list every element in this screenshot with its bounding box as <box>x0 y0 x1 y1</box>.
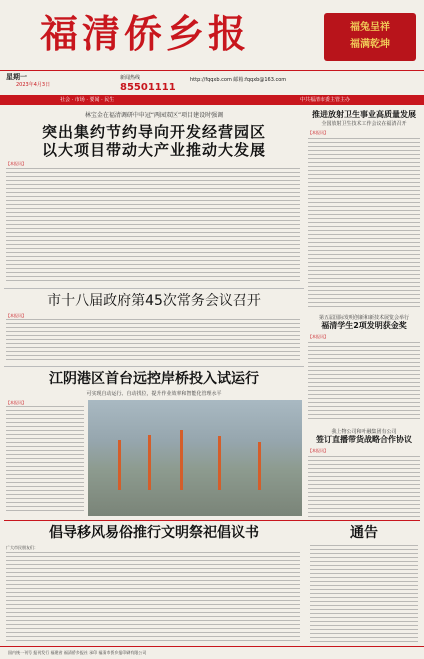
right1-tag: 【本报讯】 <box>308 130 328 135</box>
port-body <box>6 406 84 514</box>
weekday: 星期一 <box>6 73 27 81</box>
right3-kicker: 我上物公司和叶融集团有公司 <box>331 429 397 435</box>
divider <box>4 366 304 367</box>
footer-text: 国内统一刊号 报刊发行 福建省 福清侨乡报社 承印 福清市侨乡报印刷有限公司 <box>8 650 147 655</box>
right2-tag: 【本报讯】 <box>308 334 328 339</box>
port-title: 江阴港区首台远控岸桥投入试运行 <box>49 371 259 387</box>
lead-kicker: 林宝金在福清调研中申冠“两园双区”项目建设时强调 <box>84 112 224 119</box>
news-hotline <box>120 75 176 94</box>
proposal-salutation: 广大市民朋友们： <box>6 545 38 550</box>
notice-title: 通告 <box>350 525 378 541</box>
proposal-body <box>6 552 300 642</box>
right2-body <box>308 342 420 422</box>
meeting-title: 市十八届政府第45次常务会议召开 <box>47 293 261 309</box>
right1-title: 推进放射卫生事业高质量发展 <box>312 110 416 119</box>
notice-body <box>310 545 418 642</box>
lead-title-1: 突出集约节约导向开发经营园区 <box>41 123 266 141</box>
meeting-tag: 【本报讯】 <box>6 313 26 318</box>
redbar-left: 社会 · 市场 · 要闻 · 民生 <box>60 97 115 103</box>
bottom-divider <box>4 520 420 521</box>
hotline-label: 新闻热线 <box>120 75 141 81</box>
redbar-right: 中共福清市委主管主办 <box>300 97 351 103</box>
divider <box>4 288 304 289</box>
port-tag: 【本报讯】 <box>6 400 26 405</box>
newspaper-title: 福清侨乡报 <box>40 11 251 56</box>
right3-tag: 【本报讯】 <box>308 448 328 453</box>
info-bar <box>0 70 424 96</box>
lead-body <box>6 168 300 284</box>
right-column <box>308 110 420 518</box>
right3-body <box>308 456 420 518</box>
website-info: http://fqqxb.com 邮箱:fqqxb@163.com <box>190 77 287 83</box>
proposal-title: 倡导移风易俗推行文明祭祀倡议书 <box>49 525 259 541</box>
ad-line2: 福满乾坤 <box>350 39 390 50</box>
ad-line1: 福兔呈祥 <box>350 22 390 33</box>
masthead <box>0 0 424 70</box>
port-subtitle: 可实现自动运行、自动找位，提升作业效率和智能化管理水平 <box>86 391 222 397</box>
port-photo <box>88 400 302 516</box>
lead-title-2: 以大项目带动大产业推动大发展 <box>41 141 266 159</box>
header-ad <box>324 13 416 61</box>
issue-date: 2023年4月3日 <box>16 82 51 88</box>
lead-story <box>4 110 304 159</box>
right2-kicker: 第五届国际发明创新和新技术展览会举行 <box>318 315 409 321</box>
meeting-body <box>6 319 300 363</box>
right3-title: 签订直播带货战略合作协议 <box>316 435 412 444</box>
hotline-number: 85501111 <box>120 82 176 93</box>
right1-body <box>308 138 420 308</box>
right2-title: 福清学生2项发明获金奖 <box>321 321 407 330</box>
red-bar <box>0 96 424 105</box>
footer <box>0 646 424 659</box>
lead-tag: 【本报讯】 <box>6 161 26 166</box>
right1-subtitle: 全国放射卫生技术工作会议在福清召开 <box>321 121 407 127</box>
